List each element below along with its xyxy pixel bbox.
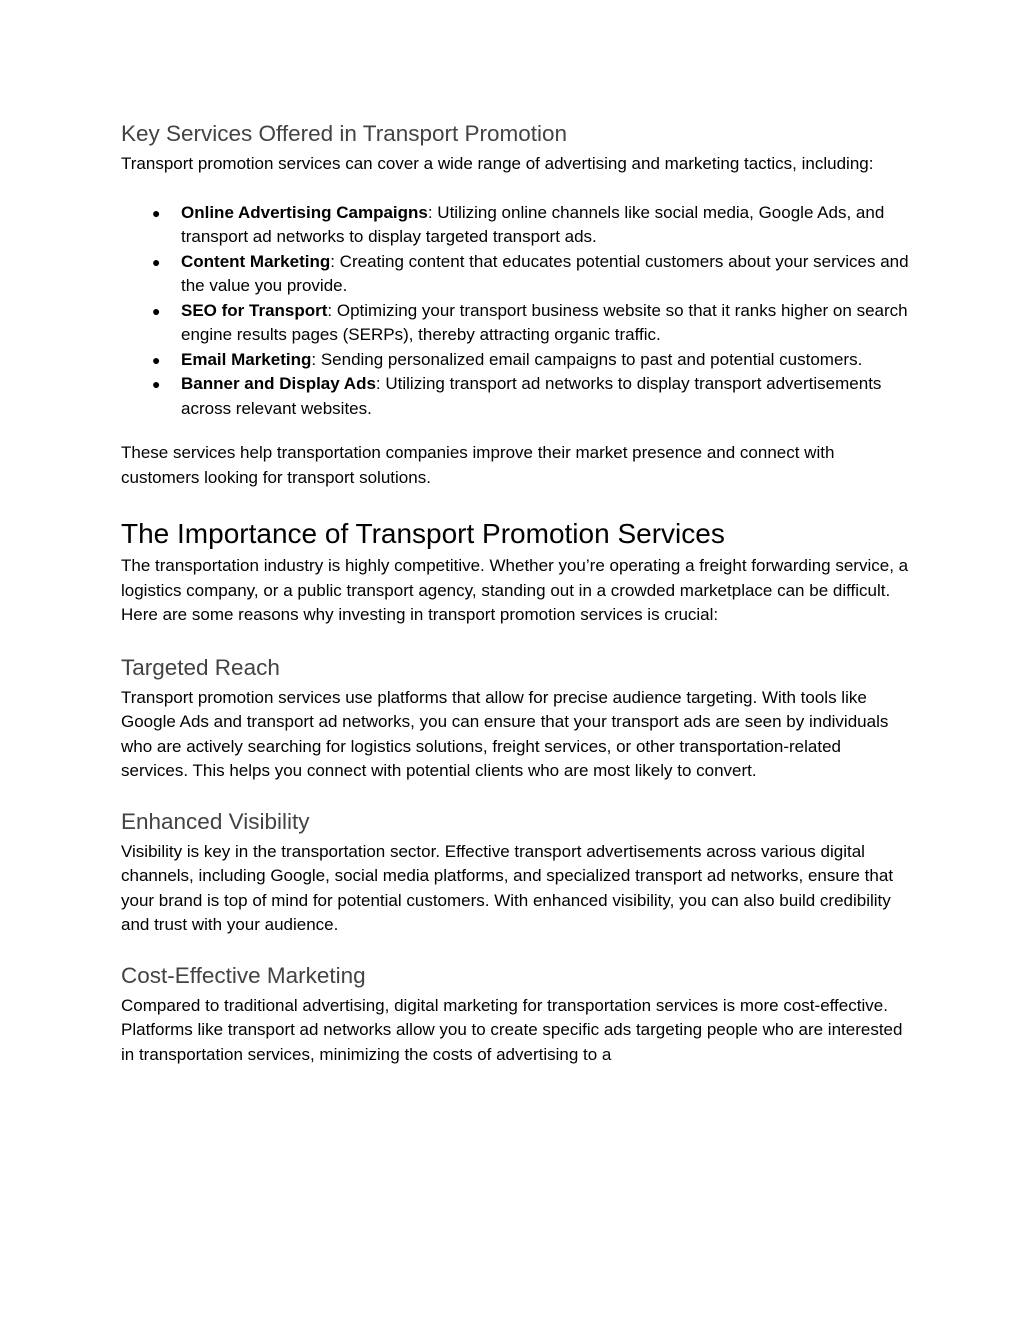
list-item — [121, 299, 911, 348]
service-title: Content Marketing — [181, 251, 331, 271]
intro-paragraph: Transport promotion services can cover a wide range of advertising and marketing tactics, including: — [121, 154, 874, 173]
heading-importance: The Importance of Transport Promotion Services — [121, 518, 725, 549]
list-item — [121, 250, 911, 299]
list-item — [121, 201, 911, 250]
cost-effective-paragraph: Compared to traditional advertising, digital marketing for transportation services is more cost-effective. Platforms like transport ad networks allow you to create specific ads targeting people who are interested in transportation services, minimizing the costs of advertising to a — [121, 995, 903, 1064]
services-summary-paragraph: These services help transportation companies improve their market presence and connect with customers looking for transport solutions. — [121, 443, 835, 487]
bullet-icon: ● — [152, 351, 161, 368]
heading-targeted-reach: Targeted Reach — [121, 654, 280, 680]
list-item — [121, 348, 911, 373]
service-title: Email Marketing — [181, 349, 312, 369]
service-title: Online Advertising Campaigns — [181, 202, 428, 222]
document-body — [121, 118, 911, 1067]
list-item — [121, 372, 911, 421]
service-title: SEO for Transport — [181, 300, 328, 320]
heading-enhanced-visibility: Enhanced Visibility — [121, 808, 310, 834]
bullet-icon: ● — [152, 376, 161, 392]
service-description: : Optimizing your transport business website so that it ranks higher on search engine results pages (SERPs), thereby attracting organic traffic. — [181, 300, 908, 344]
heading-key-services: Key Services Offered in Transport Promotion — [121, 121, 568, 146]
heading-cost-effective: Cost-Effective Marketing — [121, 962, 366, 988]
importance-paragraph: The transportation industry is highly competitive. Whether you’re operating a freight forwarding service, a logistics company, or a public transport agency, standing out in a crowded marketplace can be difficult. — [121, 556, 909, 600]
service-description: : Sending personalized email campaigns to past and potential customers. — [311, 349, 863, 369]
importance-reasons-intro: Here are some reasons why investing in transport promotion services is crucial: — [121, 605, 719, 624]
service-description: : Utilizing online channels like social media, Google Ads, and transport ad networks to display targeted transport ads. — [181, 202, 885, 246]
service-description: : Creating content that educates potential customers about your services and the value you provide. — [181, 251, 909, 295]
services-list — [121, 201, 911, 422]
service-description: : Utilizing transport ad networks to display transport advertisements across relevant websites. — [181, 374, 882, 418]
bullet-icon: ● — [152, 204, 161, 221]
bullet-icon: ● — [152, 253, 161, 270]
enhanced-visibility-paragraph: Visibility is key in the transportation sector. Effective transport advertisements across various digital channels, including Google, social media platforms, and specialized transport ad networks, ensure that your brand is top of mind for potential customers. With enhanced visibility, you can also build credibility and trust with your audience. — [121, 841, 894, 934]
targeted-reach-paragraph: Transport promotion services use platforms that allow for precise audience targeting. With tools like Google Ads and transport ad networks, you can ensure that your transport ads are seen by individuals who are actively searching for logistics solutions, freight services, or other transportation-related services. This helps you connect with potential clients who are most likely to convert. — [121, 687, 889, 780]
bullet-icon: ● — [152, 302, 161, 319]
service-title: Banner and Display Ads — [181, 374, 376, 393]
